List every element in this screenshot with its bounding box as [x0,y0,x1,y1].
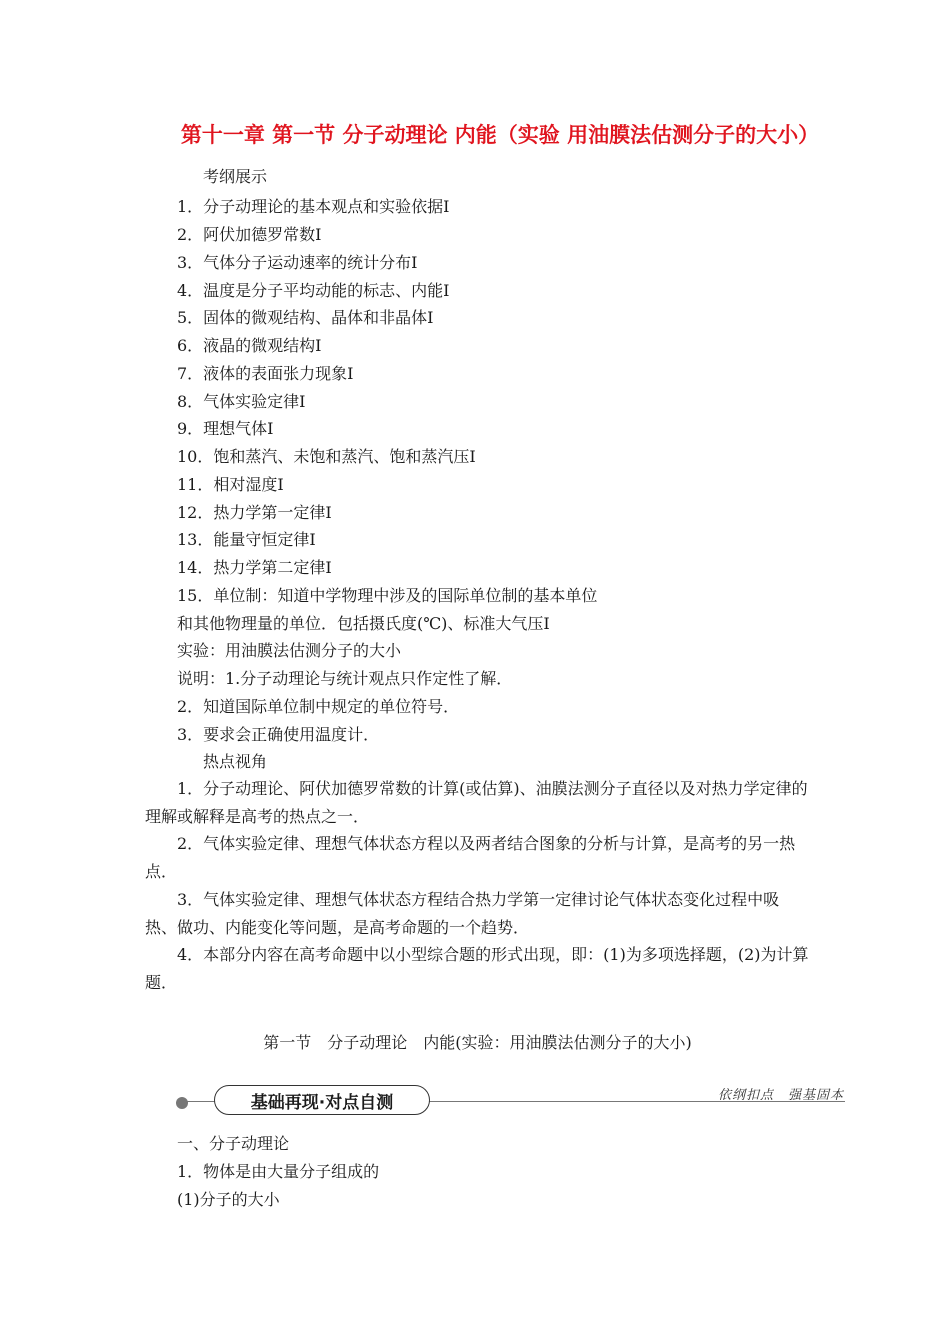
page-title: 第十一章 第一节 分子动理论 内能（实验 用油膜法估测分子的大小） [180,123,820,147]
content-line: (1)分子的大小 [177,1190,280,1209]
section-subtitle: 第一节 分子动理论 内能(实验：用油膜法估测分子的大小) [263,1033,692,1052]
outline-item: 2．知道国际单位制中规定的单位符号． [177,697,460,716]
outline-item: 8．气体实验定律Ⅰ [177,392,306,411]
hotspot-paragraph: 4．本部分内容在高考命题中以小型综合题的形式出现，即：(1)为多项选择题，(2)为计算题． [145,945,809,992]
outline-item: 10．饱和蒸汽、未饱和蒸汽、饱和蒸汽压Ⅰ [177,447,476,466]
outline-item: 6．液晶的微观结构Ⅰ [177,336,322,355]
outline-item: 13．能量守恒定律Ⅰ [177,530,316,549]
outline-item: 14．热力学第二定律Ⅰ [177,558,332,577]
hotspot-paragraph: 2．气体实验定律、理想气体状态方程以及两者结合图象的分析与计算，是高考的另一热点． [145,834,796,881]
outline-item: 3．要求会正确使用温度计． [177,725,380,744]
outline-item: 9．理想气体Ⅰ [177,419,274,438]
content-line: 一、分子动理论 [177,1134,290,1153]
outline-item: 15．单位制：知道中学物理中涉及的国际单位制的基本单位 [177,586,598,605]
outline-item: 12．热力学第一定律Ⅰ [177,503,332,522]
hotspot-paragraph: 1．分子动理论、阿伏加德罗常数的计算(或估算)、油膜法测分子直径以及对热力学定律的理解或解释是高考的热点之一． [145,779,808,826]
outline-item: 3．气体分子运动速率的统计分布Ⅰ [177,253,418,272]
outline-heading: 考纲展示 [203,167,268,186]
outline-item: 5．固体的微观结构、晶体和非晶体Ⅰ [177,308,434,327]
bullet-dot-icon [176,1097,188,1109]
outline-item: 4．温度是分子平均动能的标志、内能Ⅰ [177,281,450,300]
outline-item: 11．相对湿度Ⅰ [177,475,284,494]
outline-item: 2．阿伏加德罗常数Ⅰ [177,225,322,244]
hotspots-heading: 热点视角 [203,752,268,771]
outline-item: 说明：1.分子动理论与统计观点只作定性了解． [177,669,513,688]
outline-item: 和其他物理量的单位．包括摄氏度(℃)、标准大气压Ⅰ [177,614,550,633]
content-line: 1．物体是由大量分子组成的 [177,1162,380,1181]
hotspot-paragraph: 3．气体实验定律、理想气体状态方程结合热力学第一定律讨论气体状态变化过程中吸热、做功、内能变化等问题，是高考命题的一个趋势． [145,890,780,937]
section-badge: 基础再现·对点自测 [214,1085,430,1115]
outline-item: 7．液体的表面张力现象Ⅰ [177,364,354,383]
outline-item: 1．分子动理论的基本观点和实验依据Ⅰ [177,197,450,216]
outline-item: 实验：用油膜法估测分子的大小 [177,641,402,660]
section-tagline: 依纲扣点 强基固本 [717,1088,844,1103]
